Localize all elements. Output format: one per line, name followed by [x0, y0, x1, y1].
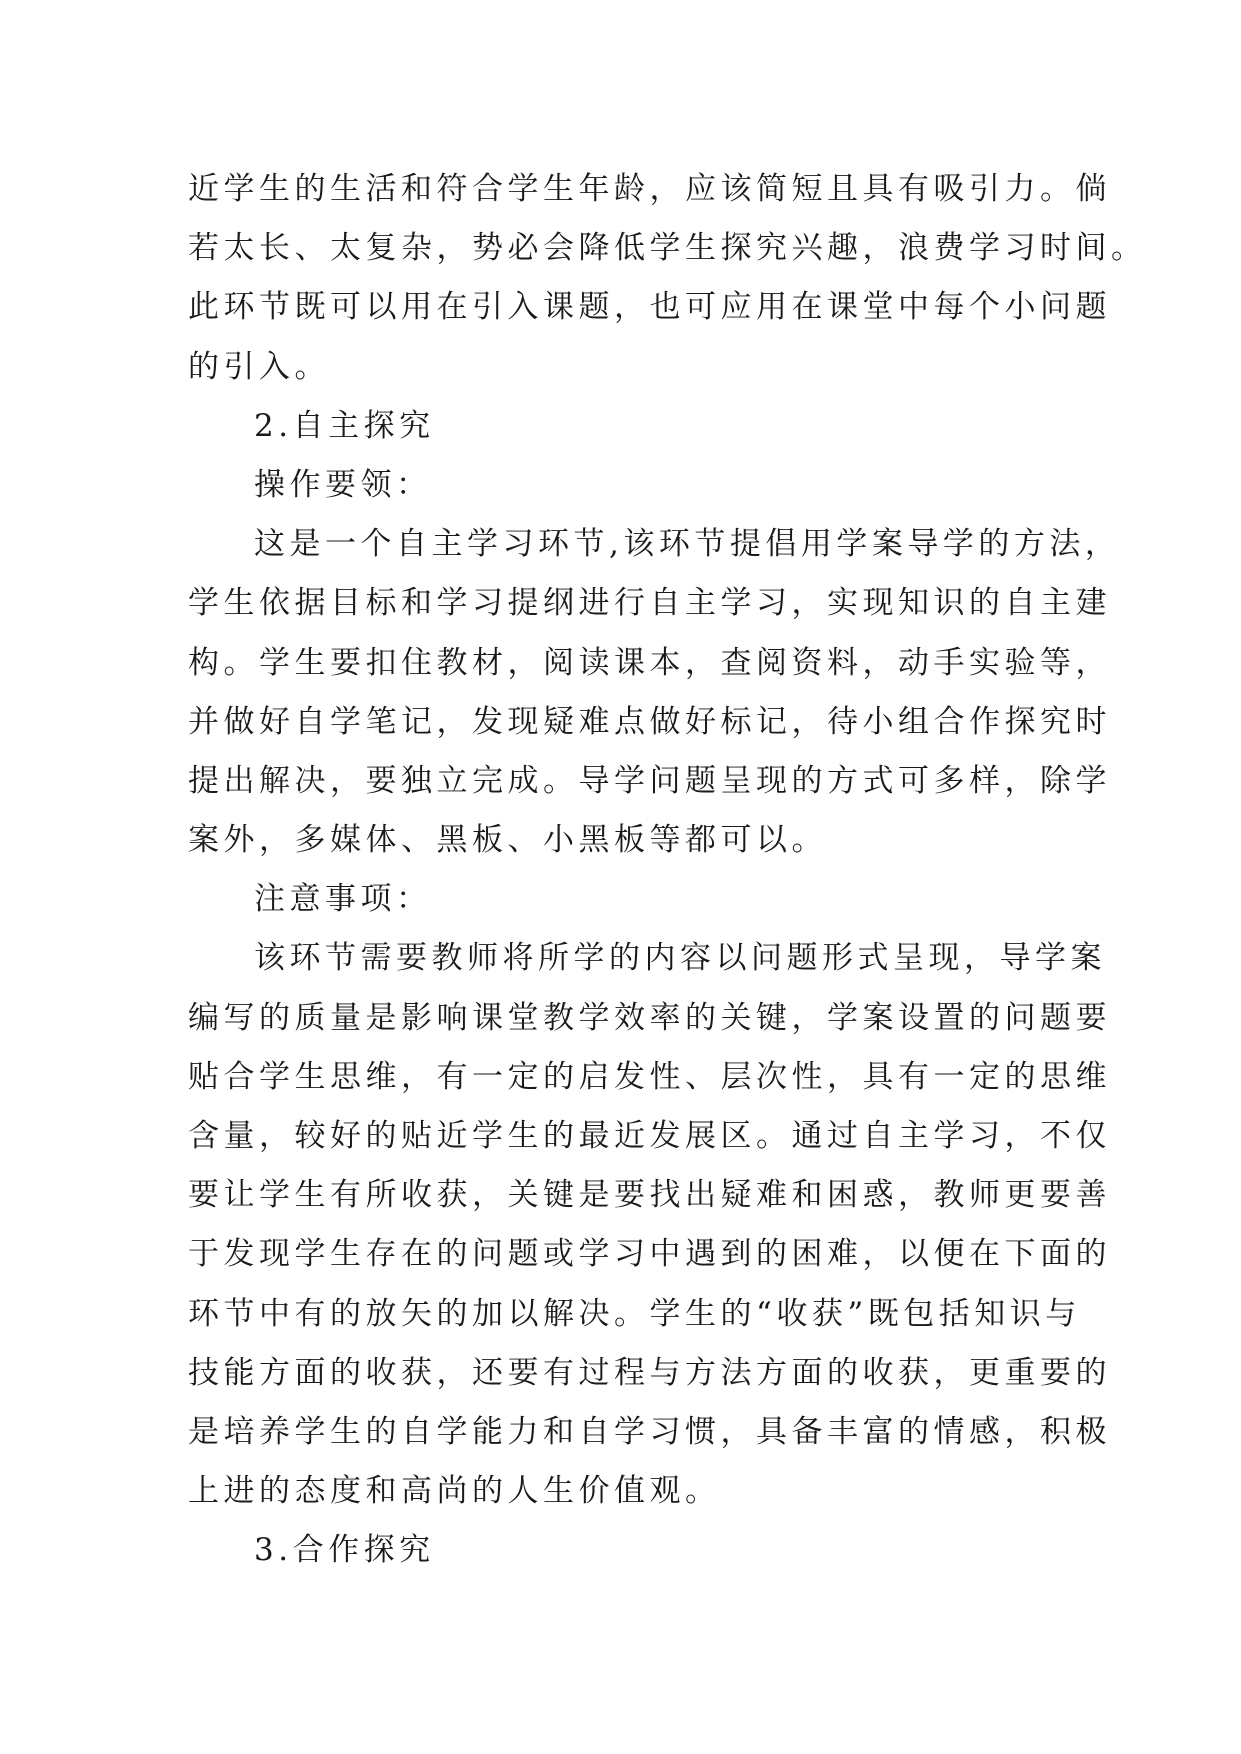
text-line: 编写的质量是影响课堂教学效率的关键，学案设置的问题要	[188, 999, 1111, 1036]
text-line: 近学生的生活和符合学生年龄，应该简短且具有吸引力。倘	[188, 171, 1111, 207]
text-line: 要让学生有所收获，关键是要找出疑难和困惑，教师更要善	[188, 1177, 1111, 1214]
section-heading: 3.合作探究	[254, 1532, 435, 1569]
text-line: 提出解决，要独立完成。导学问题呈现的方式可多样，除学	[188, 762, 1111, 799]
text-line: 案外，多媒体、黑板、小黑板等都可以。	[188, 822, 827, 859]
text-line: 的引入。	[188, 348, 330, 385]
section-heading: 2.自主探究	[254, 407, 435, 444]
text-line: 于发现学生存在的问题或学习中遇到的困难，以便在下面的	[188, 1236, 1111, 1273]
document-body	[188, 160, 1147, 1581]
text-line: 此环节既可以用在引入课题，也可应用在课堂中每个小问题	[188, 289, 1111, 326]
text-line: 技能方面的收获，还要有过程与方法方面的收获，更重要的	[188, 1354, 1111, 1391]
text-line: 若太长、太复杂，势必会降低学生探究兴趣，浪费学习时间。	[188, 230, 1147, 267]
text-line: 是培养学生的自学能力和自学习惯，具备丰富的情感，积极	[188, 1413, 1111, 1450]
text-line: 含量，较好的贴近学生的最近发展区。通过自主学习，不仅	[188, 1118, 1111, 1154]
paragraph-start: 这是一个自主学习环节,该环节提倡用学案导学的方法，	[254, 526, 1121, 563]
paragraph-start: 该环节需要教师将所学的内容以问题形式呈现，导学案	[254, 940, 1106, 977]
text-line: 上进的态度和高尚的人生价值观。	[188, 1473, 721, 1510]
subheading: 操作要领：	[254, 466, 432, 503]
text-line: 构。学生要扣住教材，阅读课本，查阅资料，动手实验等，	[188, 644, 1111, 681]
text-line: 学生依据目标和学习提纲进行自主学习，实现知识的自主建	[188, 585, 1111, 622]
subheading: 注意事项：	[254, 881, 432, 918]
text-line: 并做好自学笔记，发现疑难点做好标记，待小组合作探究时	[188, 703, 1111, 740]
text-line: 贴合学生思维，有一定的启发性、层次性，具有一定的思维	[188, 1058, 1111, 1095]
text-line: 环节中有的放矢的加以解决。学生的“收获”既包括知识与	[188, 1295, 1081, 1332]
